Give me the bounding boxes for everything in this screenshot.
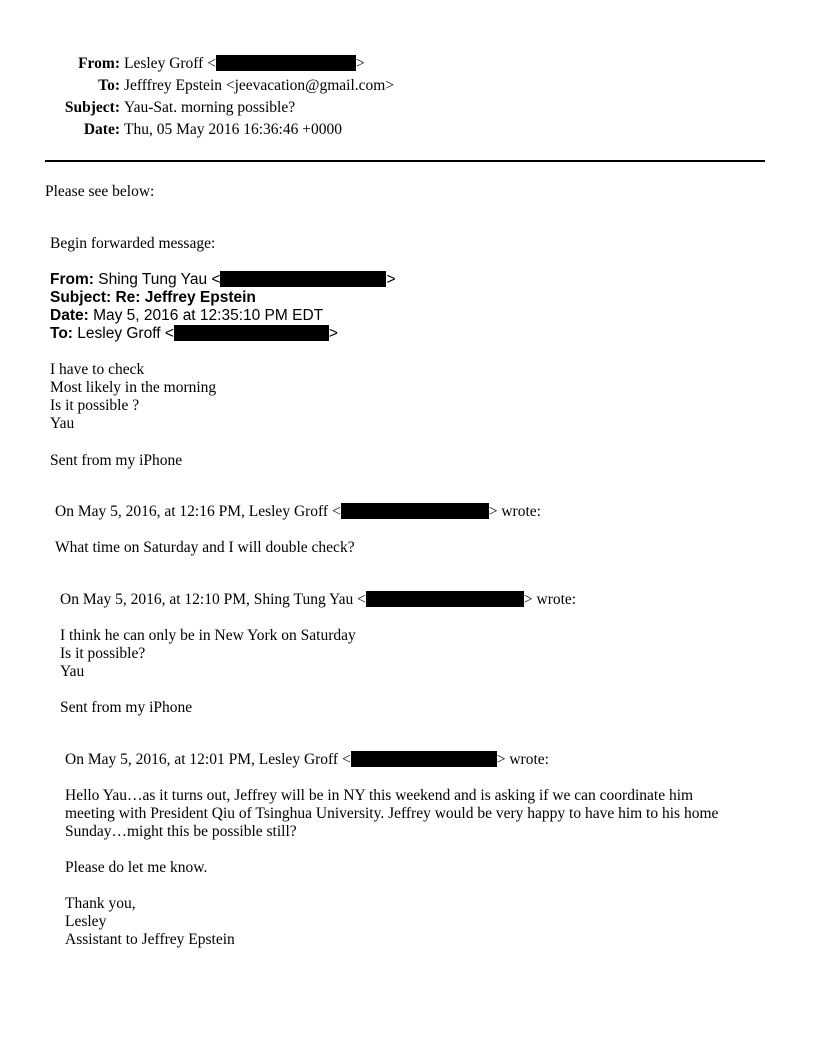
header-date-label: Date: bbox=[83, 121, 120, 138]
header-subject-value: Yau-Sat. morning possible? bbox=[124, 99, 296, 116]
fwd-subject-value: Re: Jeffrey Epstein bbox=[115, 289, 256, 306]
msg1-signature: Sent from my iPhone bbox=[50, 452, 183, 469]
redaction-bar bbox=[220, 271, 386, 287]
quote2-body bbox=[60, 627, 356, 681]
header-divider bbox=[45, 160, 765, 162]
quote2-header-suffix: > wrote: bbox=[523, 591, 577, 608]
fwd-from-name: Shing Tung Yau < bbox=[98, 271, 221, 288]
header-from-name: Lesley Groff < bbox=[124, 55, 216, 72]
fwd-date-row bbox=[50, 307, 323, 325]
intro-text: Please see below: bbox=[45, 183, 155, 200]
header-from-value bbox=[124, 53, 365, 75]
fwd-from-row bbox=[50, 271, 396, 289]
quote2-line: Is it possible? bbox=[60, 645, 146, 662]
header-subject-label: Subject: bbox=[64, 99, 120, 116]
fwd-from-label: From: bbox=[50, 271, 94, 288]
signoff-line: Lesley bbox=[65, 913, 107, 930]
redaction-bar bbox=[341, 503, 489, 519]
quote3-header bbox=[65, 751, 549, 769]
header-to-label: To: bbox=[98, 77, 120, 94]
fwd-date-label: Date: bbox=[50, 307, 89, 324]
quote2-header-prefix: On May 5, 2016, at 12:10 PM, Shing Tung Yau < bbox=[60, 591, 366, 608]
fwd-to-suffix: > bbox=[328, 325, 338, 342]
msg1-line: Yau bbox=[50, 415, 75, 432]
fwd-subject-row bbox=[50, 289, 256, 307]
msg1-line: Is it possible ? bbox=[50, 397, 140, 414]
fwd-to-row bbox=[50, 325, 338, 343]
quote3-paragraph-line: Sunday…might this be possible still? bbox=[65, 823, 297, 840]
signoff-line: Assistant to Jeffrey Epstein bbox=[65, 931, 235, 948]
msg1-body bbox=[50, 361, 216, 433]
quote3-paragraph-line: meeting with President Qiu of Tsinghua University. Jeffrey would be very happy to have him to his home bbox=[65, 805, 719, 822]
signoff-line: Thank you, bbox=[65, 895, 136, 912]
redaction-bar bbox=[366, 591, 524, 607]
quote1-header bbox=[55, 503, 541, 521]
header-from-label: From: bbox=[78, 55, 120, 72]
quote3-paragraph-line: Hello Yau…as it turns out, Jeffrey will be in NY this weekend and is asking if we can coordinate him bbox=[65, 787, 694, 804]
header-to-value: Jefffrey Epstein <jeevacation@gmail.com> bbox=[124, 77, 395, 94]
redaction-bar bbox=[174, 325, 329, 341]
quote1-header-prefix: On May 5, 2016, at 12:16 PM, Lesley Groff < bbox=[55, 503, 341, 520]
quote1-text: What time on Saturday and I will double check? bbox=[55, 539, 355, 556]
fwd-to-name: Lesley Groff < bbox=[77, 325, 174, 342]
quote1-header-suffix: > wrote: bbox=[488, 503, 541, 520]
quote3-closing-request: Please do let me know. bbox=[65, 859, 208, 876]
quote2-line: Yau bbox=[60, 663, 85, 680]
msg1-line: Most likely in the morning bbox=[50, 379, 217, 396]
quote3-header-suffix: > wrote: bbox=[496, 751, 549, 768]
fwd-from-suffix: > bbox=[386, 271, 396, 288]
fwd-subject-label: Subject: bbox=[50, 289, 112, 306]
fwd-to-label: To: bbox=[50, 325, 73, 342]
redaction-bar bbox=[216, 55, 356, 71]
header-from-suffix: > bbox=[355, 55, 365, 72]
redaction-bar bbox=[351, 751, 497, 767]
quote2-signature: Sent from my iPhone bbox=[60, 699, 193, 716]
quote2-header bbox=[60, 591, 576, 609]
quote2-line: I think he can only be in New York on Saturday bbox=[60, 627, 356, 644]
quote3-signoff bbox=[65, 895, 235, 949]
header-date-value: Thu, 05 May 2016 16:36:46 +0000 bbox=[124, 121, 342, 138]
forward-intro: Begin forwarded message: bbox=[50, 235, 216, 252]
fwd-date-value: May 5, 2016 at 12:35:10 PM EDT bbox=[93, 307, 324, 324]
quote3-paragraph bbox=[65, 787, 718, 841]
msg1-line: I have to check bbox=[50, 361, 145, 378]
quote3-header-prefix: On May 5, 2016, at 12:01 PM, Lesley Groff < bbox=[65, 751, 351, 768]
